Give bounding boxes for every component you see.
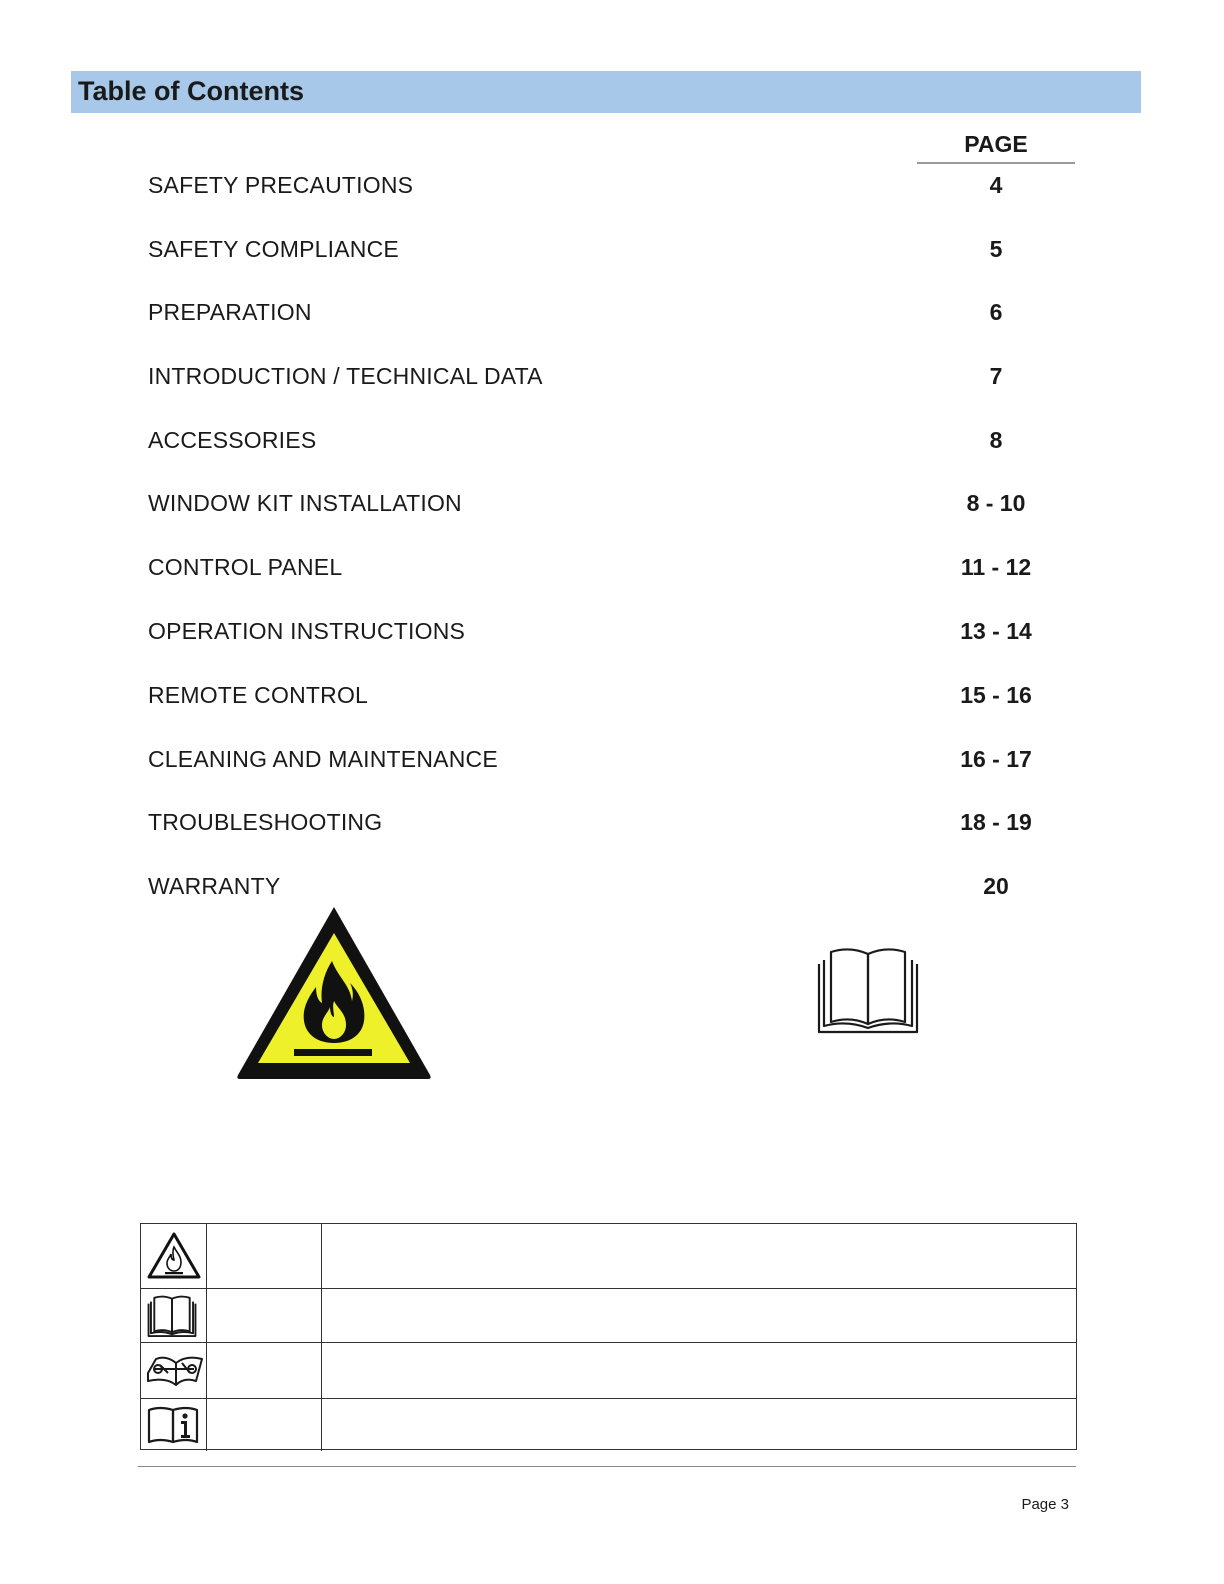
symbol-legend-table [140, 1223, 1077, 1450]
toc-entry-page: 13 - 14 [960, 618, 1032, 644]
toc-entry-page: 11 - 12 [960, 554, 1032, 580]
toc-entry[interactable] [0, 873, 1224, 903]
toc-entry-title: OPERATION INSTRUCTIONS [148, 618, 466, 644]
toc-entry-page: 20 [983, 873, 1009, 899]
toc-entry-title: WARRANTY [148, 873, 281, 899]
toc-header-bar [71, 71, 1141, 113]
symbol-icon-cell [141, 1224, 207, 1288]
symbol-label-cell [207, 1399, 322, 1451]
toc-entry-title: WINDOW KIT INSTALLATION [148, 490, 462, 516]
toc-entry[interactable] [0, 554, 1224, 584]
toc-entry-title: ACCESSORIES [148, 427, 317, 453]
toc-entry[interactable] [0, 618, 1224, 648]
toc-entry-page: 5 [989, 236, 1003, 262]
toc-entry[interactable] [0, 299, 1224, 329]
read-manual-icon [146, 1294, 198, 1338]
toc-entry-title: CLEANING AND MAINTENANCE [148, 746, 498, 772]
flammable-warning-icon [146, 1231, 202, 1281]
open-book-icon [816, 944, 920, 1036]
toc-entry[interactable] [0, 236, 1224, 266]
symbol-label-cell [207, 1289, 322, 1342]
toc-entry-title: SAFETY COMPLIANCE [148, 236, 399, 262]
toc-entry[interactable] [0, 172, 1224, 202]
table-row [141, 1398, 1076, 1451]
toc-entry[interactable] [0, 427, 1224, 457]
info-manual-icon [146, 1404, 200, 1446]
toc-entry[interactable] [0, 746, 1224, 776]
toc-entry-title: INTRODUCTION / TECHNICAL DATA [148, 363, 543, 389]
symbol-label-cell [207, 1343, 322, 1398]
toc-entry-page: 15 - 16 [960, 682, 1032, 708]
symbol-icon-cell [141, 1343, 207, 1398]
toc-entry-title: SAFETY PRECAUTIONS [148, 172, 414, 198]
page-column-header: PAGE [917, 131, 1075, 164]
toc-entry-title: PREPARATION [148, 299, 312, 325]
toc-entry-page: 8 - 10 [966, 490, 1026, 516]
flammable-warning-icon [234, 903, 434, 1081]
toc-entry-title: CONTROL PANEL [148, 554, 343, 580]
toc-entry[interactable] [0, 490, 1224, 520]
flame-base-bar [294, 1049, 372, 1056]
symbol-icon-cell [141, 1399, 207, 1451]
toc-entry[interactable] [0, 682, 1224, 712]
toc-entry-page: 18 - 19 [960, 809, 1032, 835]
toc-entry-page: 7 [989, 363, 1003, 389]
toc-entry-page: 16 - 17 [960, 746, 1032, 772]
toc-entry[interactable] [0, 809, 1224, 839]
page-title: Table of Contents [78, 76, 304, 106]
toc-entry-title: REMOTE CONTROL [148, 682, 369, 708]
toc-entry[interactable] [0, 363, 1224, 393]
table-row [141, 1224, 1076, 1288]
page-number: Page 3 [1021, 1496, 1069, 1513]
table-row [141, 1342, 1076, 1398]
footer-divider [138, 1466, 1076, 1467]
toc-entry-page: 6 [989, 299, 1003, 325]
table-row [141, 1288, 1076, 1342]
symbol-icon-cell [141, 1289, 207, 1342]
symbol-label-cell [207, 1224, 322, 1288]
toc-entry-page: 4 [989, 172, 1003, 198]
toc-entry-page: 8 [989, 427, 1003, 453]
toc-entry-title: TROUBLESHOOTING [148, 809, 383, 835]
service-manual-icon [146, 1351, 204, 1391]
